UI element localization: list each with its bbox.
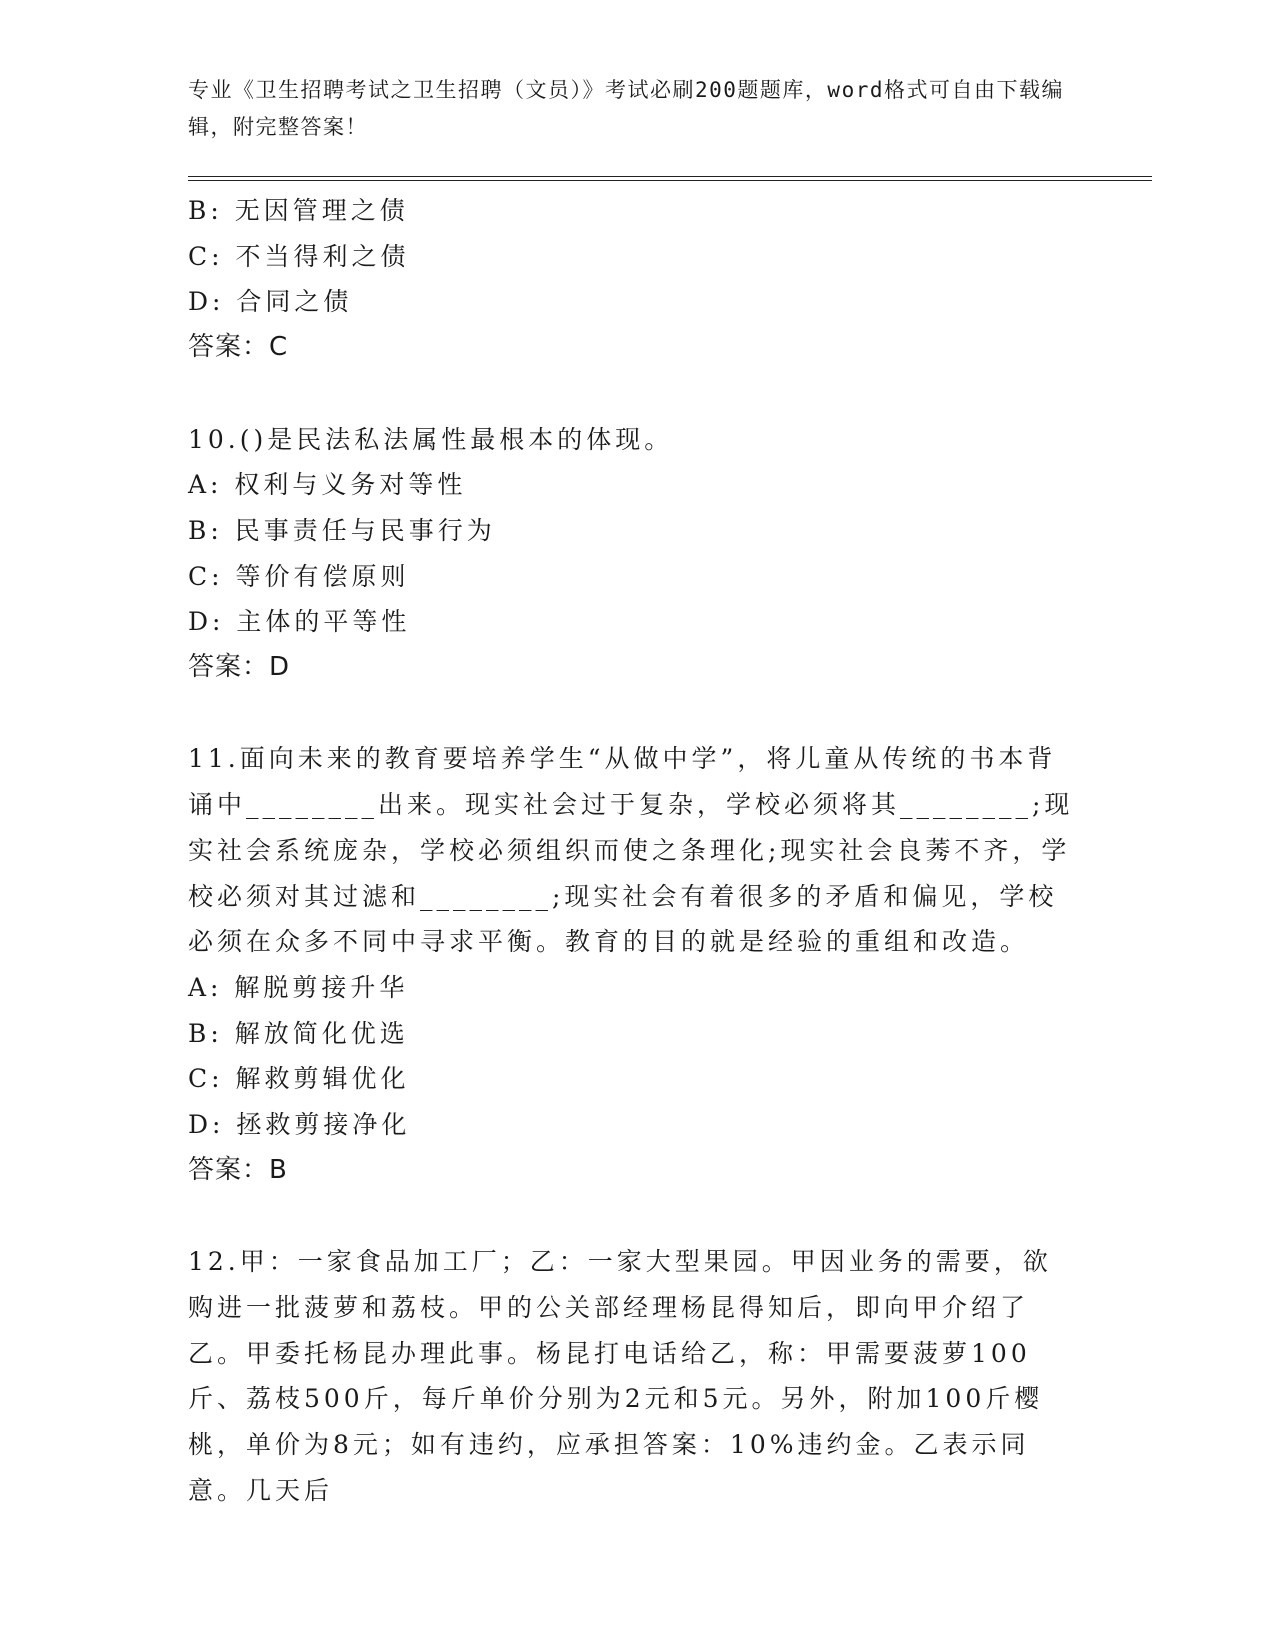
option-d: D: 合同之债	[188, 287, 353, 317]
answer-line: 答案：D	[188, 652, 291, 683]
question-9-tail	[188, 188, 1078, 371]
document-header	[188, 72, 1068, 146]
question-stem: 12.甲：一家食品加工厂；乙：一家大型果园。甲因业务的需要，欲购进一批菠萝和荔枝。甲的公关部经理杨昆得知后，即向甲介绍了乙。甲委托杨昆办理此事。杨昆打电话给乙，称：甲需要菠萝100斤、荔枝500斤，每斤单价分别为2元和5元。另外，附加100斤樱桃，单价为8元；如有违约，应承担答案：10%违约金。乙表示同意。几天后	[188, 1247, 1052, 1505]
option-b: B: 解放简化优选	[188, 1018, 409, 1048]
option-c: C: 解救剪辑优化	[188, 1064, 410, 1094]
option-a: A: 解脱剪接升华	[188, 972, 409, 1002]
option-d: D: 主体的平等性	[188, 607, 411, 637]
header-divider	[188, 176, 1152, 181]
option-b: B: 无因管理之债	[188, 196, 409, 225]
answer-line: 答案：B	[188, 1154, 288, 1185]
question-spacer	[188, 1193, 1078, 1239]
question-spacer	[188, 691, 1078, 737]
option-a: A: 权利与义务对等性	[188, 470, 467, 500]
question-stem: 10.()是民法私法属性最根本的体现。	[188, 424, 674, 454]
question-11	[188, 736, 1078, 1193]
header-text: 专业《卫生招聘考试之卫生招聘（文员）》考试必刷200题题库，word格式可自由下载编辑，附完整答案！	[188, 78, 1064, 139]
document-body	[188, 188, 1078, 1513]
question-stem: 11.面向未来的教育要培养学生“从做中学”，将儿童从传统的书本背诵中________出来。现实社会过于复杂，学校必须将其________;现实社会系统庞杂，学校必须组织而使之条理化;现实社会良莠不齐，学校必须对其过滤和________;现实社会有着很多的矛盾和偏见，学校必须在众多不同中寻求平衡。教育的目的就是经验的重组和改造。	[188, 744, 1074, 957]
question-12	[188, 1239, 1078, 1513]
option-b: B: 民事责任与民事行为	[188, 515, 496, 545]
question-10	[188, 417, 1078, 691]
option-c: C: 不当得利之债	[188, 241, 410, 271]
option-c: C: 等价有偿原则	[188, 561, 410, 591]
question-spacer	[188, 371, 1078, 417]
answer-line: 答案：C	[188, 332, 289, 363]
option-d: D: 拯救剪接净化	[188, 1110, 411, 1140]
